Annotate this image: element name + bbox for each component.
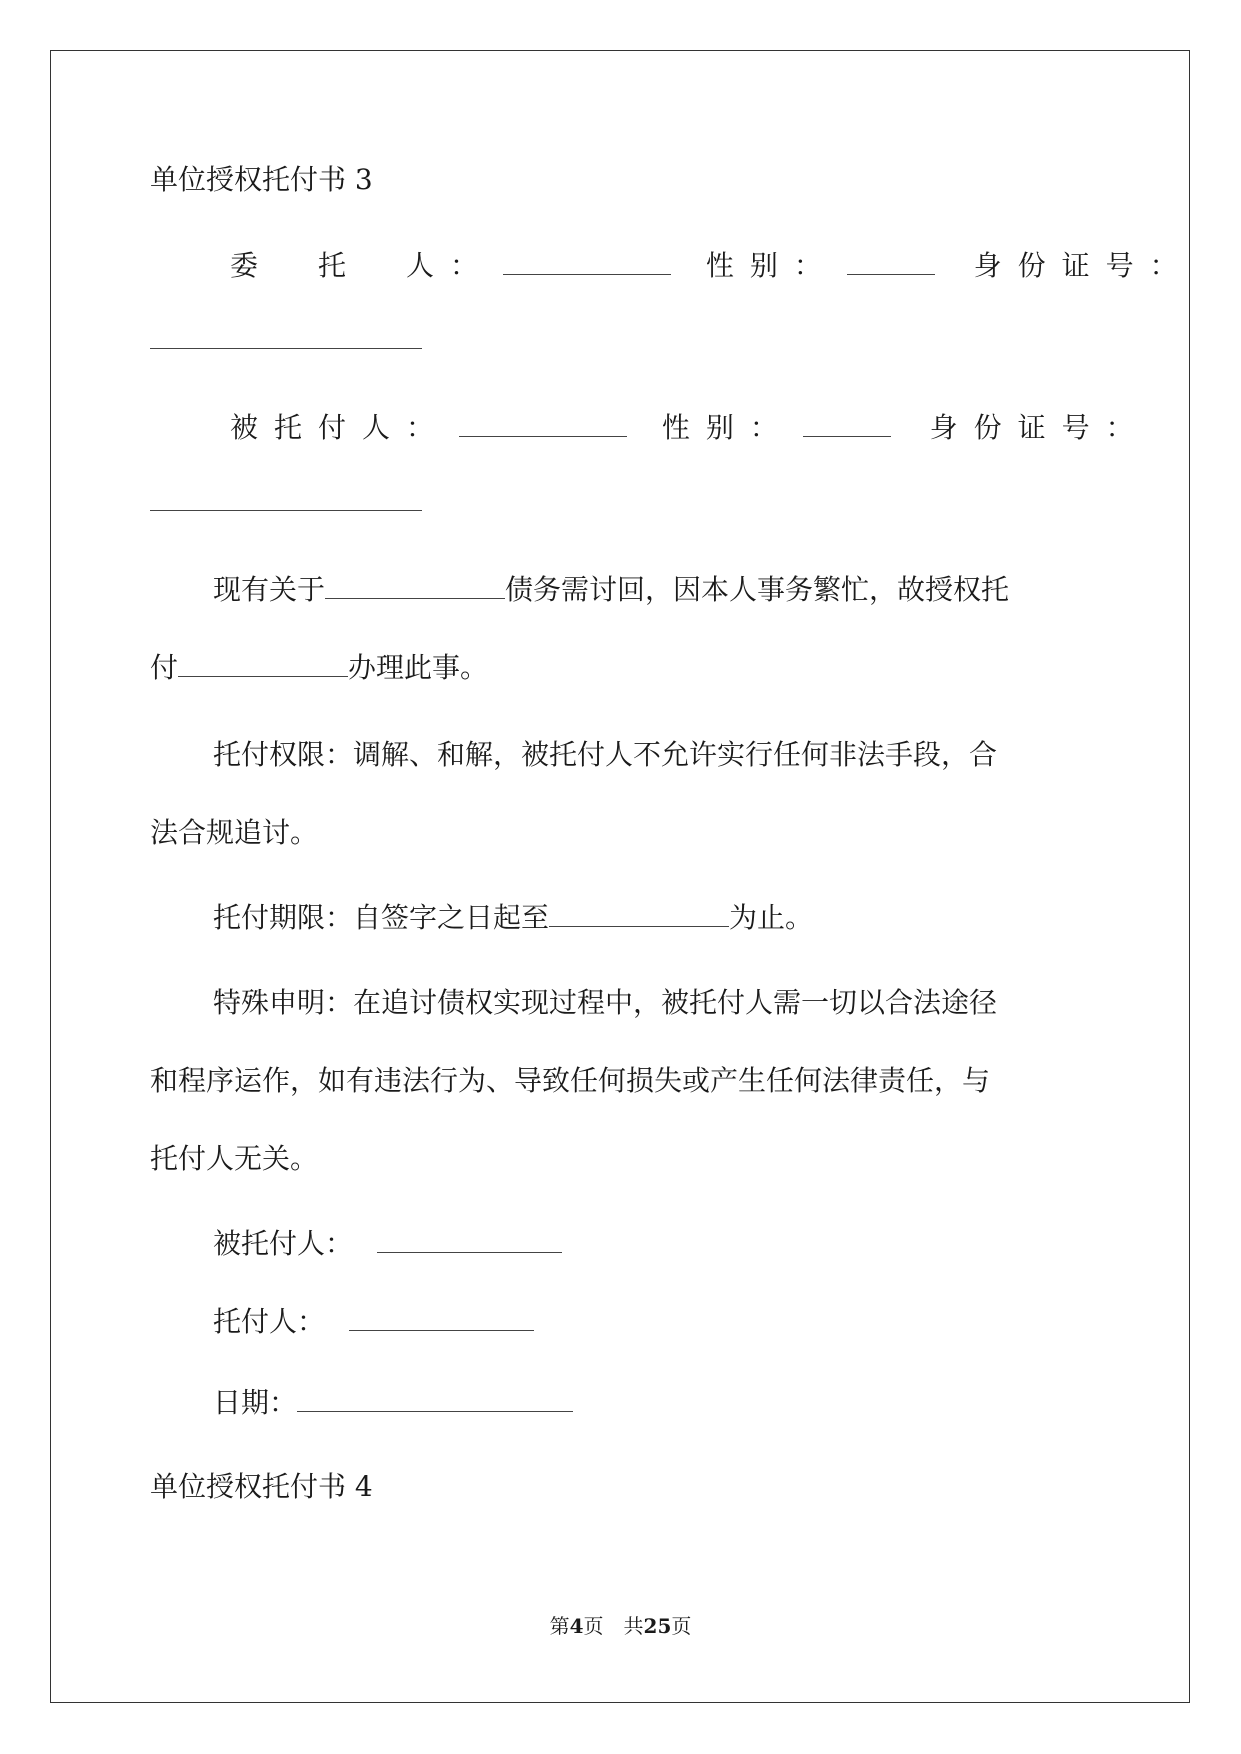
agent-label: 被托付人： [230, 411, 451, 444]
para4-line3: 托付人无关。 [150, 1142, 319, 1175]
footer-page-total: 25 [643, 1614, 672, 1638]
sign-date-row [213, 1383, 573, 1423]
principal-id-blank[interactable] [150, 322, 422, 349]
principal-name-blank[interactable] [503, 248, 671, 275]
section3-title: 单位授权托付书 3 [150, 163, 373, 196]
sign-principal-label: 托付人： [213, 1305, 326, 1338]
agent-id-row [150, 482, 422, 522]
agent-row [230, 408, 1150, 448]
principal-id-label: 身份证号： [973, 249, 1194, 282]
term-end-blank[interactable] [549, 900, 729, 927]
principal-gender-blank[interactable] [847, 248, 935, 275]
page-border [50, 50, 1190, 1703]
agent-gender-label: 性别： [661, 411, 794, 444]
sign-agent-row [213, 1224, 562, 1264]
agent-name-blank[interactable] [459, 410, 627, 437]
para1-mid: 债务需讨回，因本人事务繁忙，故授权托 [505, 573, 1010, 606]
sign-date-blank[interactable] [297, 1385, 573, 1412]
agent-gender-blank[interactable] [803, 410, 891, 437]
footer-suffix: 页 [671, 1614, 692, 1638]
sign-date-label: 日期： [213, 1386, 298, 1419]
debt-blank[interactable] [325, 572, 505, 599]
para1-lead: 现有关于 [213, 573, 326, 606]
sign-agent-blank[interactable] [377, 1226, 562, 1253]
footer-page-number: 4 [569, 1614, 584, 1638]
section4-title: 单位授权托付书 4 [150, 1470, 373, 1503]
handler-blank[interactable] [178, 650, 348, 677]
para3-lead: 托付期限：自签字之日起至 [213, 901, 550, 934]
para2-line2: 法合规追讨。 [150, 816, 319, 849]
principal-gender-label: 性别： [705, 249, 838, 282]
para4-line1: 特殊申明：在追讨债权实现过程中，被托付人需一切以合法途径 [213, 986, 998, 1019]
para1-line2 [150, 648, 488, 688]
para1-line1 [213, 570, 1009, 610]
para2-line1: 托付权限：调解、和解，被托付人不允许实行任何非法手段，合 [213, 738, 998, 771]
principal-id-row [150, 320, 422, 360]
agent-id-label: 身份证号： [929, 411, 1150, 444]
sign-agent-label: 被托付人： [213, 1227, 354, 1260]
sign-principal-row [213, 1302, 534, 1342]
para4-line2: 和程序运作，如有违法行为、导致任何损失或产生任何法律责任，与 [150, 1064, 991, 1097]
para1-line2-lead: 付 [150, 651, 179, 684]
page-footer [0, 1612, 1241, 1640]
footer-prefix: 第 [549, 1614, 570, 1638]
footer-mid: 页 共 [583, 1614, 644, 1638]
principal-row [230, 246, 1194, 286]
principal-label: 委 托 人： [230, 249, 495, 282]
para3-tail: 为止。 [729, 901, 814, 934]
agent-id-blank[interactable] [150, 484, 422, 511]
para3-line [213, 898, 813, 938]
para1-line2-tail: 办理此事。 [348, 651, 489, 684]
sign-principal-blank[interactable] [349, 1304, 534, 1331]
